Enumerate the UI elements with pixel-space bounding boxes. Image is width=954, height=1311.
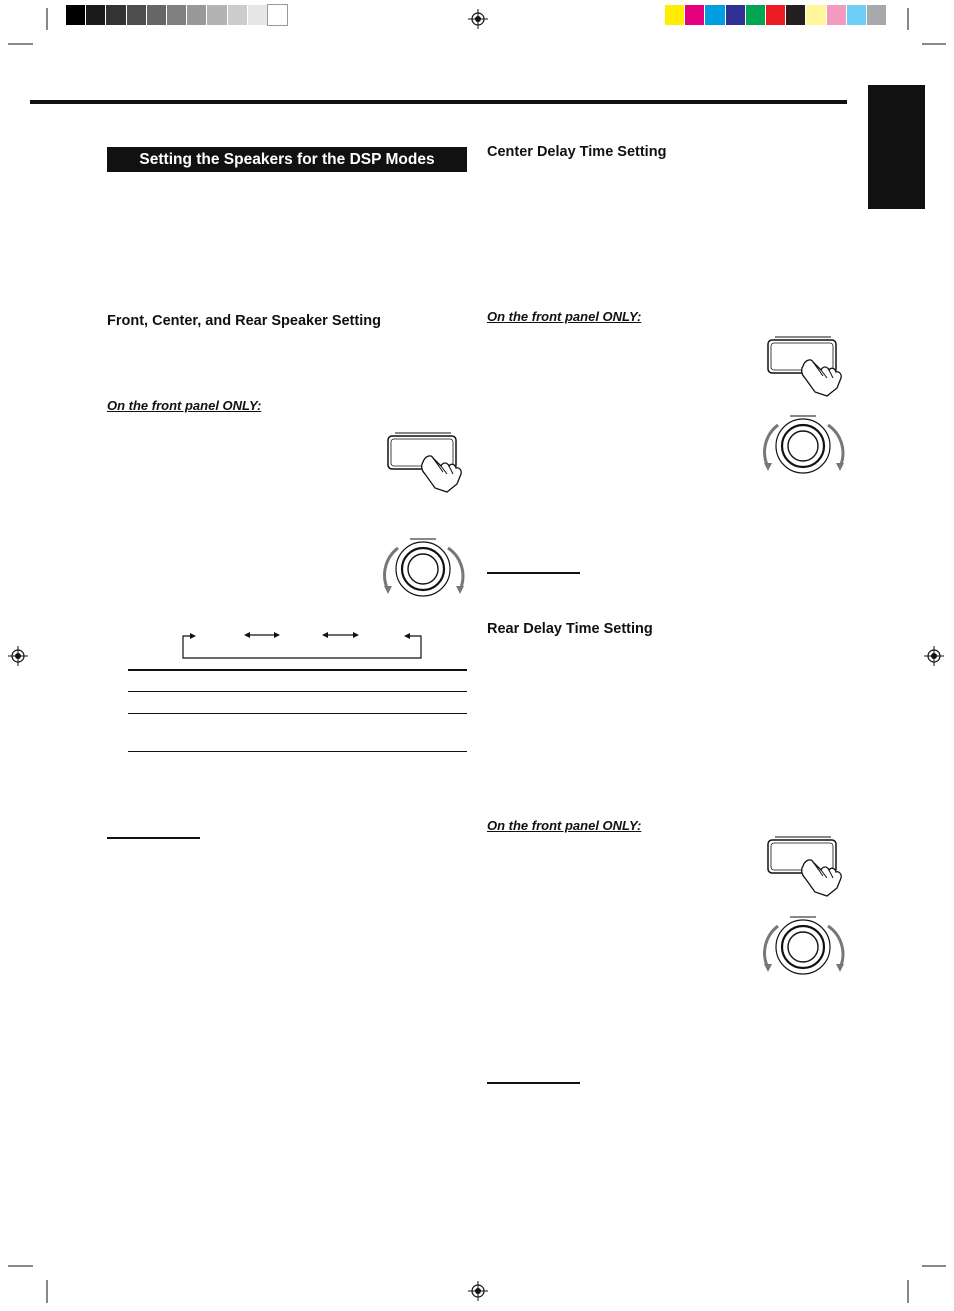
center-panel-note: On the front panel ONLY: (487, 309, 642, 324)
top-rule (30, 100, 847, 104)
center-delay-heading: Center Delay Time Setting (487, 144, 667, 160)
hand-press-button-icon (385, 432, 465, 494)
table-rule (128, 691, 467, 692)
registration-mark-icon (924, 646, 944, 666)
cycle-arrow-icon (180, 628, 425, 662)
section-banner: Setting the Speakers for the DSP Modes (107, 147, 467, 172)
front-panel-note: On the front panel ONLY: (107, 398, 262, 413)
rear-panel-note: On the front panel ONLY: (487, 818, 642, 833)
registration-mark-icon (8, 646, 28, 666)
note-rule (487, 1082, 580, 1084)
front-center-rear-heading: Front, Center, and Rear Speaker Setting (107, 313, 381, 329)
rotary-knob-icon (758, 413, 848, 477)
language-tab (868, 85, 925, 209)
table-rule (128, 669, 467, 671)
note-rule (107, 837, 200, 839)
registration-mark-icon (468, 1281, 488, 1301)
note-rule (487, 572, 580, 574)
table-rule (128, 713, 467, 714)
rotary-knob-icon (758, 914, 848, 978)
hand-press-button-icon (765, 336, 845, 398)
table-rule (128, 751, 467, 752)
registration-mark-icon (468, 9, 488, 29)
rear-delay-heading: Rear Delay Time Setting (487, 621, 653, 637)
rotary-knob-icon (378, 536, 468, 600)
hand-press-button-icon (765, 836, 845, 898)
